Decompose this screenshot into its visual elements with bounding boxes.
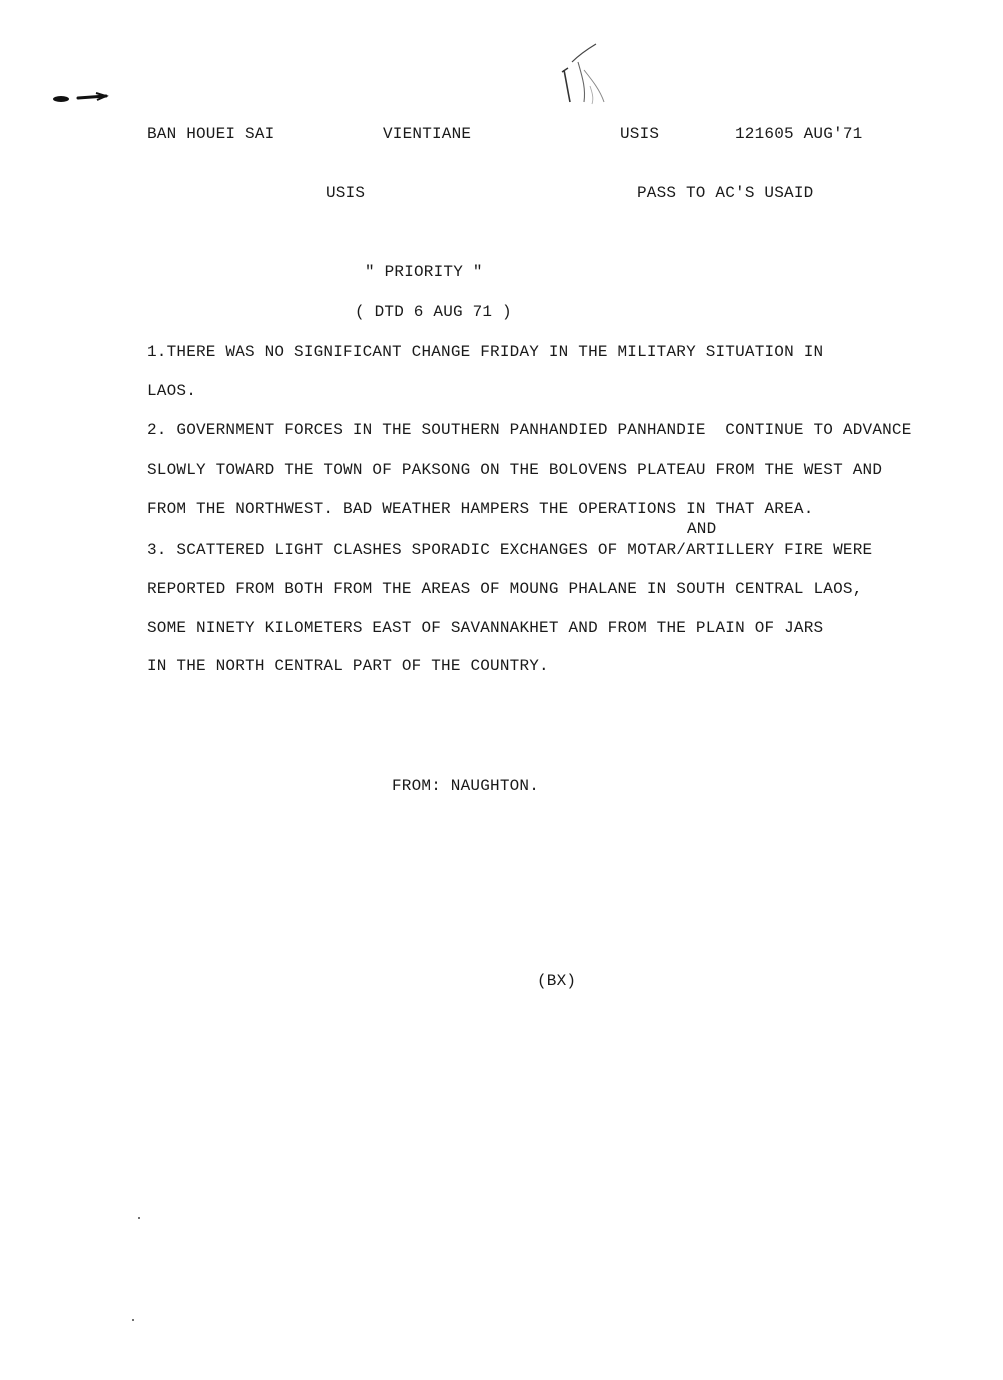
- body-line: REPORTED FROM BOTH FROM THE AREAS OF MOUNG PHALANE IN SOUTH CENTRAL LAOS,: [147, 580, 863, 598]
- body-line: 1.THERE WAS NO SIGNIFICANT CHANGE FRIDAY IN THE MILITARY SITUATION IN: [147, 343, 824, 361]
- routing-pass-to: PASS TO AC'S USAID: [637, 184, 814, 202]
- body-line: IN THE NORTH CENTRAL PART OF THE COUNTRY.: [147, 657, 549, 675]
- dated-line: ( DTD 6 AUG 71 ): [355, 303, 512, 321]
- scan-speck: [132, 1319, 134, 1321]
- agency-code: USIS: [620, 125, 660, 143]
- footer-code: (BX): [537, 972, 577, 990]
- body-line: 3. SCATTERED LIGHT CLASHES SPORADIC EXCHANGES OF MOTAR/ARTILLERY FIRE WERE: [147, 541, 873, 559]
- handwritten-page-mark: [556, 40, 616, 110]
- signature-line: FROM: NAUGHTON.: [392, 777, 540, 795]
- margin-scribble-mark: [48, 88, 112, 108]
- scan-speck: [138, 1217, 140, 1219]
- interlinear-insertion: AND: [687, 520, 717, 538]
- date-time-group: 121605 AUG'71: [735, 125, 863, 143]
- routing-to: USIS: [326, 184, 366, 202]
- destination-station: VIENTIANE: [383, 125, 472, 143]
- body-line: SLOWLY TOWARD THE TOWN OF PAKSONG ON THE BOLOVENS PLATEAU FROM THE WEST AND: [147, 461, 883, 479]
- origin-station: BAN HOUEI SAI: [147, 125, 275, 143]
- precedence-label: " PRIORITY ": [365, 263, 483, 281]
- body-line: SOME NINETY KILOMETERS EAST OF SAVANNAKHET AND FROM THE PLAIN OF JARS: [147, 619, 824, 637]
- body-line: LAOS.: [147, 382, 197, 400]
- body-line: FROM THE NORTHWEST. BAD WEATHER HAMPERS THE OPERATIONS IN THAT AREA.: [147, 500, 814, 518]
- body-line: 2. GOVERNMENT FORCES IN THE SOUTHERN PANHANDIED PANHANDIE CONTINUE TO ADVANCE: [147, 421, 912, 439]
